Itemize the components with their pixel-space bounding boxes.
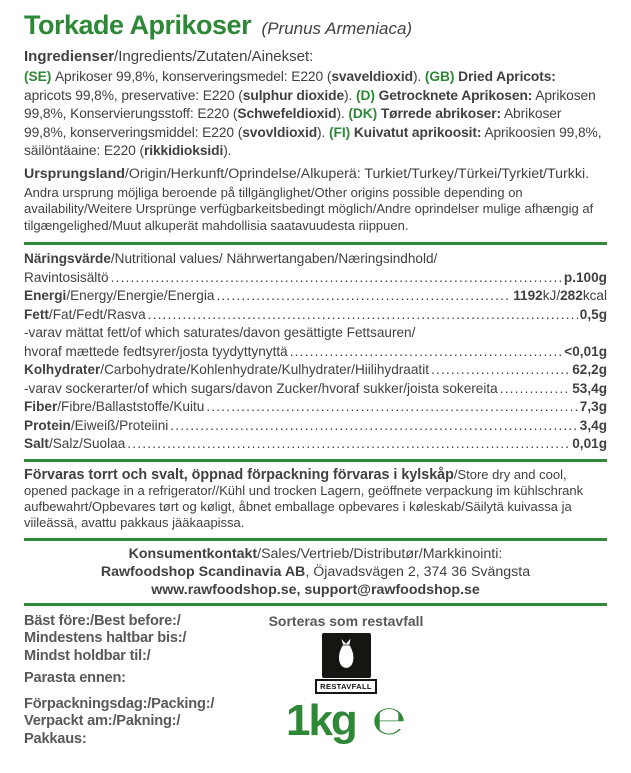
- nutrition-value: 1192kJ/282kcal: [513, 288, 607, 303]
- best-before-line: Parasta ennen:: [24, 670, 126, 687]
- packing-date-line: Verpackt am:/Pakning:/: [24, 713, 181, 730]
- nutrition-value: 53,4g: [572, 380, 607, 396]
- nutrition-row-protein: [24, 417, 607, 436]
- leader-dots: [111, 269, 562, 288]
- nutrition-label: -varav mättat fett/of which saturates/davon gesättigte Fettsauren/: [24, 325, 416, 340]
- storage-text: Förvaras torrt och svalt, öppnad förpackning förvaras i kylskåp/Store dry and cool, opened package in a refrigerator//Kühl und trocken Lagern, geöffnete verpackung im kühlschrank aufbewahrt/Opbevares tørt og køligt, åbnet emballage opbevares i køleskab/Säilytä kuivassa ja viileässä, avattu pakkaus jääkaapissa.: [24, 466, 584, 531]
- estimated-sign-icon: ℮: [371, 697, 406, 744]
- nutrition-row-fibre: [24, 398, 607, 417]
- weight-row: [285, 695, 406, 745]
- origin-text: Ursprungsland/Origin/Herkunft/Oprindelse/Alkuperä: Turkiet/Turkey/Türkei/Tyrkiet/Turkki.: [24, 165, 590, 182]
- leader-dots: [431, 361, 570, 380]
- nutrition-label: Salt/Salz/Suolaa: [24, 436, 126, 451]
- page-title: Torkade Aprikoser: [24, 10, 252, 40]
- nutrition-value: 62,2g: [572, 362, 607, 377]
- nutrition-value: 3,4g: [579, 417, 607, 433]
- nutrition-table: [24, 250, 607, 454]
- title-row: [24, 10, 607, 45]
- leader-dots: [170, 417, 578, 436]
- best-before-line: Bäst före:/Best before:/: [24, 612, 181, 629]
- contact-line-address: Rawfoodshop Scandinavia AB, Öjavadsvägen 2, 374 36 Svängsta: [100, 563, 531, 580]
- nutrition-value: p.100g: [563, 269, 607, 285]
- nutrition-label: Kolhydrater/Carbohydrate/Kohlenhydrate/Kulhydrater/Hiilihydraatit: [24, 362, 429, 377]
- nutrition-value: 7,3g: [579, 399, 607, 414]
- nutrition-row-carbohydrate: [24, 361, 607, 380]
- packing-date-line: Pakkaus:: [24, 730, 87, 747]
- divider-green: [24, 242, 607, 245]
- ingredients-heading: Ingredienser/Ingredients/Zutaten/Ainekset:: [24, 48, 314, 65]
- best-before-line: Mindestens haltbar bis:/: [24, 630, 187, 647]
- nutrition-row-fat: [24, 306, 607, 325]
- nutrition-label: Fett/Fat/Fedt/Rasva: [24, 306, 146, 322]
- leader-dots: [290, 343, 563, 362]
- nutrition-label: hvoraf mættede fedtsyrer/josta tyydyttynyttä: [24, 343, 288, 359]
- origin-note: Andra ursprung möjliga beroende på tillgänglighet/Other origins possible depending on availability/Weitere Ursprünge verfügbarkeitsbedingt möglich/Andre oprindelser mulige afhængig af tilgængelighed/Muut alkuperät mahdollisia saatavuudesta riippuen.: [24, 184, 594, 233]
- nutrition-label: -varav sockerarter/of which sugars/davon Zucker/hvoraf sukker/joista sokereita: [24, 380, 498, 396]
- contact-line-roles: Konsumentkontakt/Sales/Vertrieb/Distributør/Markkinointi:: [128, 545, 503, 562]
- leader-dots: [206, 398, 577, 417]
- divider-green: [24, 459, 607, 462]
- net-weight: 1kg: [285, 695, 356, 745]
- latin-name: (Prunus Armeniaca): [261, 19, 413, 38]
- nutrition-value: <0,01g: [564, 343, 607, 359]
- nutrition-label: Fiber/Fibre/Ballaststoffe/Kuitu: [24, 399, 205, 414]
- nutrition-row-saturates-2: [24, 343, 607, 362]
- sorting-block: [256, 613, 436, 749]
- nutrition-row-saturates-1: [24, 324, 607, 343]
- packing-date-line: Förpackningsdag:/Packing:/: [24, 695, 215, 712]
- waste-bag-icon: [322, 633, 371, 678]
- nutrition-row-energy: [24, 287, 607, 306]
- best-before-line: Mindst holdbar til:/: [24, 647, 151, 664]
- nutrition-row-per100: [24, 269, 607, 288]
- divider-green: [24, 538, 607, 541]
- leader-dots: [500, 380, 571, 399]
- restavfall-badge: RESTAVFALL: [315, 679, 377, 694]
- nutrition-value: 0,5g: [579, 306, 607, 322]
- sorting-label: Sorteras som restavfall: [268, 612, 424, 629]
- nutrition-label: Energi/Energy/Energie/Energia: [24, 288, 215, 303]
- nutrition-label: Näringsvärde/Nutritional values/ Nährwertangaben/Næringsindhold/: [24, 251, 438, 266]
- divider-green: [24, 603, 607, 606]
- bottom-section: [24, 613, 607, 749]
- nutrition-row-sugars: [24, 380, 607, 399]
- contact-block: [24, 545, 607, 599]
- nutrition-value: 0,01g: [572, 436, 607, 451]
- contact-line-web-email: www.rawfoodshop.se, support@rawfoodshop.se: [151, 581, 480, 598]
- leader-dots: [148, 306, 578, 325]
- nutrition-label: Ravintosisältö: [24, 269, 109, 285]
- leader-dots: [216, 287, 511, 306]
- nutrition-label: Protein/Eiweiß/Proteiini: [24, 417, 169, 433]
- best-before-block: [24, 613, 256, 749]
- nutrition-row-header: [24, 250, 607, 269]
- ingredients-text: (SE) Aprikoser 99,8%, konserveringsmedel: E220 (svaveldioxid). (GB) Dried Apricots: apricots 99,8%, preservative: E220 (sulphur dioxide). (D) Getrocknete Aprikosen: Aprikosen 99,8%, Konservierungsstoff: E220 (Schwefeldioxid). (DK) Tørrede abrikoser: Abrikoser 99,8%, konserveringsmiddel: E220 (svovldioxid). (FI) Kuivatut aprikoosit: Aprikoosien 99,8%, säilöntäaine: E220 (rikkidioksidi).: [24, 69, 602, 158]
- leader-dots: [127, 435, 570, 454]
- nutrition-row-salt: [24, 435, 607, 454]
